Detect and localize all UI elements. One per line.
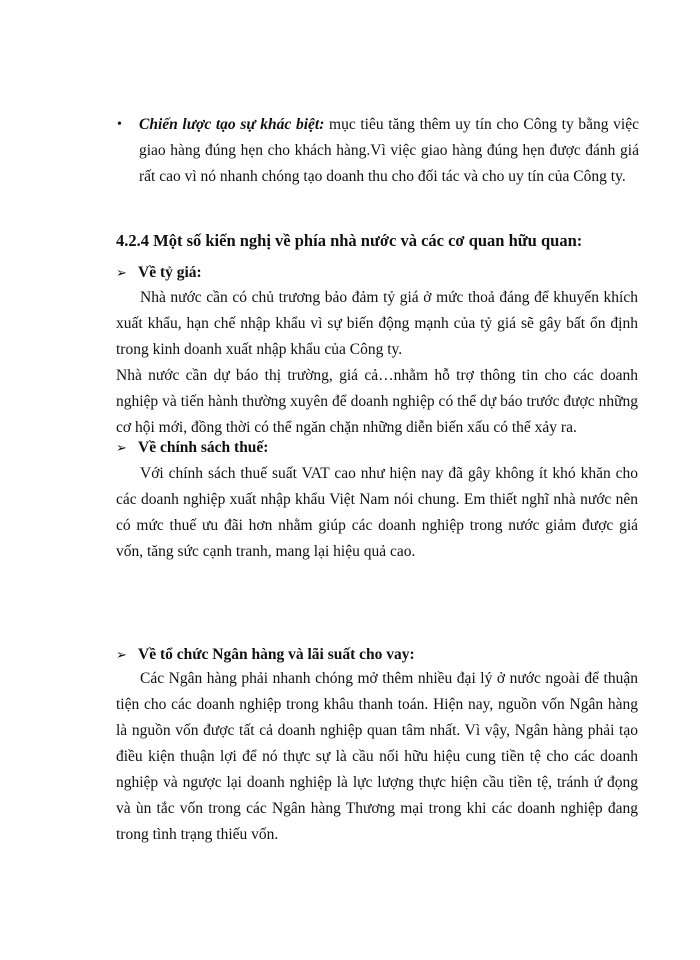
subheading-exchange-rate xyxy=(116,262,202,284)
subheading-tax-policy xyxy=(116,437,268,459)
paragraph-banking: Các Ngân hàng phải nhanh chóng mở thêm nhiều đại lý ở nước ngoài để thuận tiện cho các doanh nghiệp trong khâu thanh toán. Hiện nay, nguồn vốn Ngân hàng là nguồn vốn được tất cả doanh nghiệp quan tâm nhất. Vì vậy, Ngân hàng phải tạo điều kiện thuận lợi để nó thực sự là cầu nối hữu hiệu cung tiền tệ cho các doanh nghiệp và ngược lại doanh nghiệp là lực lượng thực hiện cầu tiền tệ, tránh ứ đọng và ùn tắc vốn trong các Ngân hàng Thương mại trong khi các doanh nghiệp đang trong tình trạng thiếu vốn. xyxy=(116,670,638,843)
arrow-bullet-icon: ➢ xyxy=(116,265,127,280)
bullet-lead: Chiến lược tạo sự khác biệt: xyxy=(139,116,325,133)
arrow-bullet-icon: ➢ xyxy=(116,440,127,455)
subheading-label: Về tổ chức Ngân hàng và lãi suất cho vay: xyxy=(138,646,415,663)
subheading-label: Về tỷ giá: xyxy=(138,264,202,281)
subheading-label: Về chính sách thuế: xyxy=(138,439,269,456)
arrow-bullet-icon: ➢ xyxy=(116,647,127,662)
paragraph-tax: Với chính sách thuế suất VAT cao như hiện nay đã gây không ít khó khăn cho các doanh nghiệp xuất nhập khẩu Việt Nam nói chung. Em thiết nghĩ nhà nước nên có mức thuế ưu đãi hơn nhằm giúp các doanh nghiệp trong nước giảm được giá vốn, tăng sức cạnh tranh, mang lại hiệu quả cao. xyxy=(116,465,638,560)
section-heading: 4.2.4 Một số kiến nghị về phía nhà nước và các cơ quan hữu quan: xyxy=(116,231,583,250)
paragraph-exchange-1: Nhà nước cần có chủ trương bảo đảm tỷ giá ở mức thoả đáng để khuyến khích xuất khẩu, hạn chế nhập khẩu vì sự biến động mạnh của tỷ giá sẽ gây bất ổn định trong kinh doanh xuất nhập khẩu của Công ty. xyxy=(116,289,638,358)
paragraph-exchange-2: Nhà nước cần dự báo thị trường, giá cả…nhằm hỗ trợ thông tin cho các doanh nghiệp và tiến hành thường xuyên để doanh nghiệp có thể dự báo trước được những cơ hội mới, đồng thời có thể ngăn chặn những diễn biến xấu có thể xảy ra. xyxy=(116,367,638,436)
bullet-differentiation-strategy xyxy=(117,112,639,190)
bullet-dot-icon: • xyxy=(117,117,122,132)
subheading-banking xyxy=(116,644,415,666)
bullet-text: mục tiêu tăng thêm uy tín cho Công ty bằng việc giao hàng đúng hẹn cho khách hàng.Vì việc giao hàng đúng hẹn được đánh giá rất cao vì nó nhanh chóng tạo doanh thu cho đối tác và cho uy tín của Công ty. xyxy=(139,116,639,185)
